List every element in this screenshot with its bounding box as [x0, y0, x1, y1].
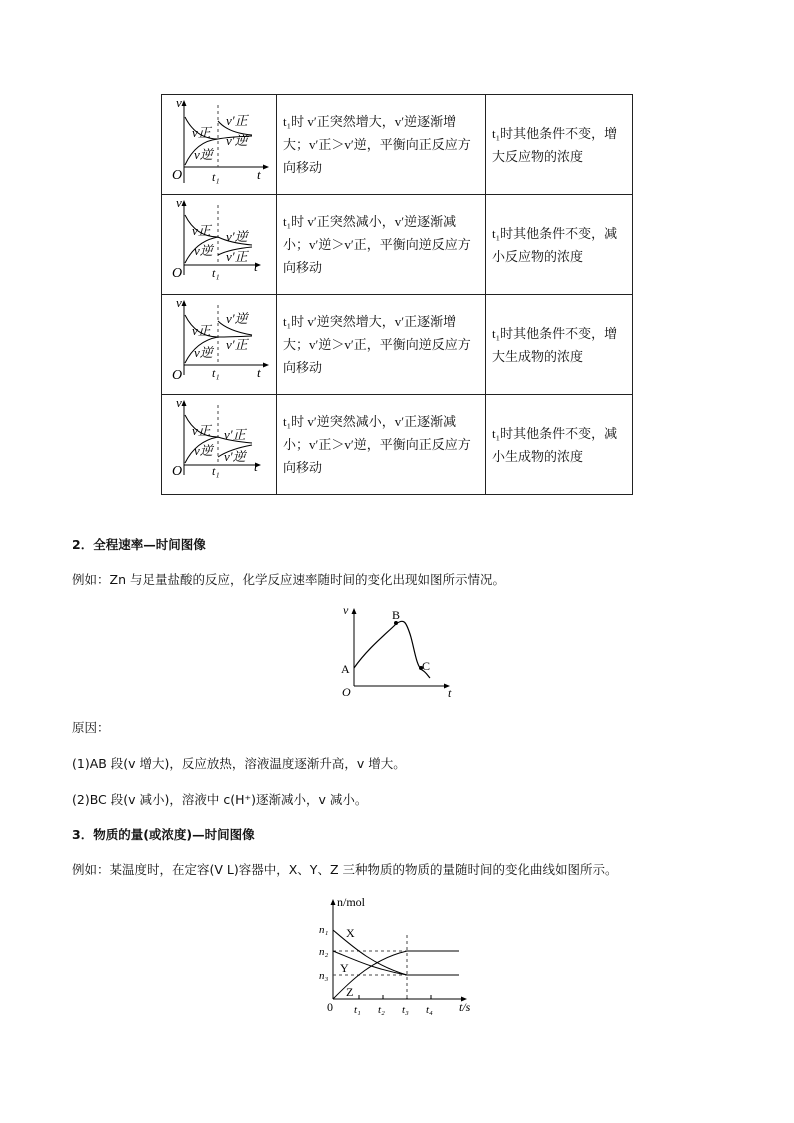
reason-1: (1)AB 段(v 增大)，反应放热，溶液温度逐渐升高，v 增大。	[72, 756, 406, 771]
condition-description: t₁时其他条件不变，减小反应物的浓度	[486, 195, 633, 295]
table-row	[162, 195, 633, 295]
svg-text:Y: Y	[340, 961, 349, 975]
svg-text:v逆: v逆	[194, 243, 213, 258]
svg-text:v′正: v′正	[226, 113, 248, 128]
rate-time-table	[161, 94, 633, 495]
section-heading: 2．全程速率—时间图像	[72, 537, 206, 552]
svg-text:t: t	[257, 167, 261, 182]
svg-text:t/s: t/s	[459, 1000, 471, 1014]
graph-cell	[162, 395, 277, 495]
svg-text:A: A	[341, 662, 350, 676]
table-row	[162, 395, 633, 495]
graph-cell	[162, 95, 277, 195]
svg-text:v: v	[176, 195, 182, 210]
svg-text:O: O	[172, 168, 183, 183]
reason-2: (2)BC 段(v 减小)，溶液中 c(H⁺)逐渐减小，v 减小。	[72, 792, 368, 807]
svg-text:v′正: v′正	[226, 249, 248, 264]
svg-text:v逆: v逆	[194, 443, 213, 458]
svg-text:O: O	[342, 685, 351, 699]
svg-text:v′逆: v′逆	[226, 229, 248, 244]
condition-description: t₁时其他条件不变，减小生成物的浓度	[486, 395, 633, 495]
section-heading: 3．物质的量(或浓度)—时间图像	[72, 827, 255, 842]
svg-text:Z: Z	[346, 985, 354, 999]
rate-time-graph-4	[162, 395, 276, 494]
svg-text:v正: v正	[192, 125, 211, 140]
svg-text:t₁: t₁	[354, 1004, 361, 1016]
change-description: t₁时 v′逆突然减小，v′正逐渐减小；v′正＞v′逆，平衡向正反应方向移动	[277, 395, 486, 495]
svg-text:t₂: t₂	[378, 1004, 385, 1016]
svg-text:n₁: n₁	[319, 924, 329, 936]
svg-text:v: v	[176, 395, 182, 410]
full-rate-time-figure	[334, 604, 464, 700]
svg-text:v′逆: v′逆	[226, 133, 248, 148]
reason-title: 原因：	[72, 720, 110, 735]
example-text: 例如：Zn 与足量盐酸的反应，化学反应速率随时间的变化出现如图所示情况。	[72, 572, 505, 587]
rate-time-graph-2	[162, 195, 276, 294]
svg-text:v正: v正	[192, 323, 211, 338]
svg-text:t₁: t₁	[212, 366, 220, 380]
svg-text:t₁: t₁	[212, 464, 220, 478]
graph-cell	[162, 295, 277, 395]
condition-description: t₁时其他条件不变，增大生成物的浓度	[486, 295, 633, 395]
svg-text:B: B	[392, 608, 401, 622]
svg-text:O: O	[172, 368, 183, 383]
svg-text:v逆: v逆	[194, 147, 213, 162]
svg-text:v′逆: v′逆	[224, 449, 246, 464]
graph-cell	[162, 195, 277, 295]
svg-text:t: t	[254, 459, 258, 474]
svg-text:t: t	[448, 686, 452, 700]
svg-text:X: X	[346, 926, 355, 940]
svg-text:t₁: t₁	[212, 170, 220, 184]
svg-text:v′正: v′正	[224, 427, 246, 442]
svg-text:n₂: n₂	[319, 946, 329, 958]
table-row	[162, 295, 633, 395]
svg-text:O: O	[172, 266, 183, 281]
svg-text:0: 0	[327, 1000, 333, 1014]
svg-text:v正: v正	[192, 423, 211, 438]
svg-text:v: v	[343, 604, 349, 617]
svg-text:v: v	[176, 95, 182, 110]
svg-text:C: C	[422, 659, 431, 673]
condition-description: t₁时其他条件不变，增大反应物的浓度	[486, 95, 633, 195]
table-row	[162, 95, 633, 195]
svg-text:t: t	[254, 259, 258, 274]
change-description: t₁时 v′逆突然增大，v′正逐渐增大；v′逆＞v′正，平衡向逆反应方向移动	[277, 295, 486, 395]
svg-text:t: t	[257, 365, 261, 380]
svg-text:v正: v正	[192, 223, 211, 238]
svg-text:v′逆: v′逆	[226, 311, 248, 326]
svg-text:n₃: n₃	[319, 970, 329, 982]
change-description: t₁时 v′正突然增大，v′逆逐渐增大；v′正＞v′逆，平衡向正反应方向移动	[277, 95, 486, 195]
svg-text:n/mol: n/mol	[337, 895, 366, 909]
amount-time-figure	[313, 895, 483, 1020]
svg-text:t₄: t₄	[426, 1004, 433, 1016]
example-text: 例如：某温度时，在定容(V L)容器中，X、Y、Z 三种物质的物质的量随时间的变化曲线如图所示。	[72, 862, 618, 877]
rate-time-graph-3	[162, 295, 276, 394]
svg-text:t₁: t₁	[212, 266, 220, 280]
rate-time-graph-1	[162, 95, 276, 194]
svg-text:v逆: v逆	[194, 345, 213, 360]
svg-text:v: v	[176, 295, 182, 310]
svg-text:t₃: t₃	[402, 1004, 409, 1016]
svg-text:v′正: v′正	[226, 337, 248, 352]
change-description: t₁时 v′正突然减小，v′逆逐渐减小；v′逆＞v′正，平衡向逆反应方向移动	[277, 195, 486, 295]
svg-text:O: O	[172, 464, 183, 479]
